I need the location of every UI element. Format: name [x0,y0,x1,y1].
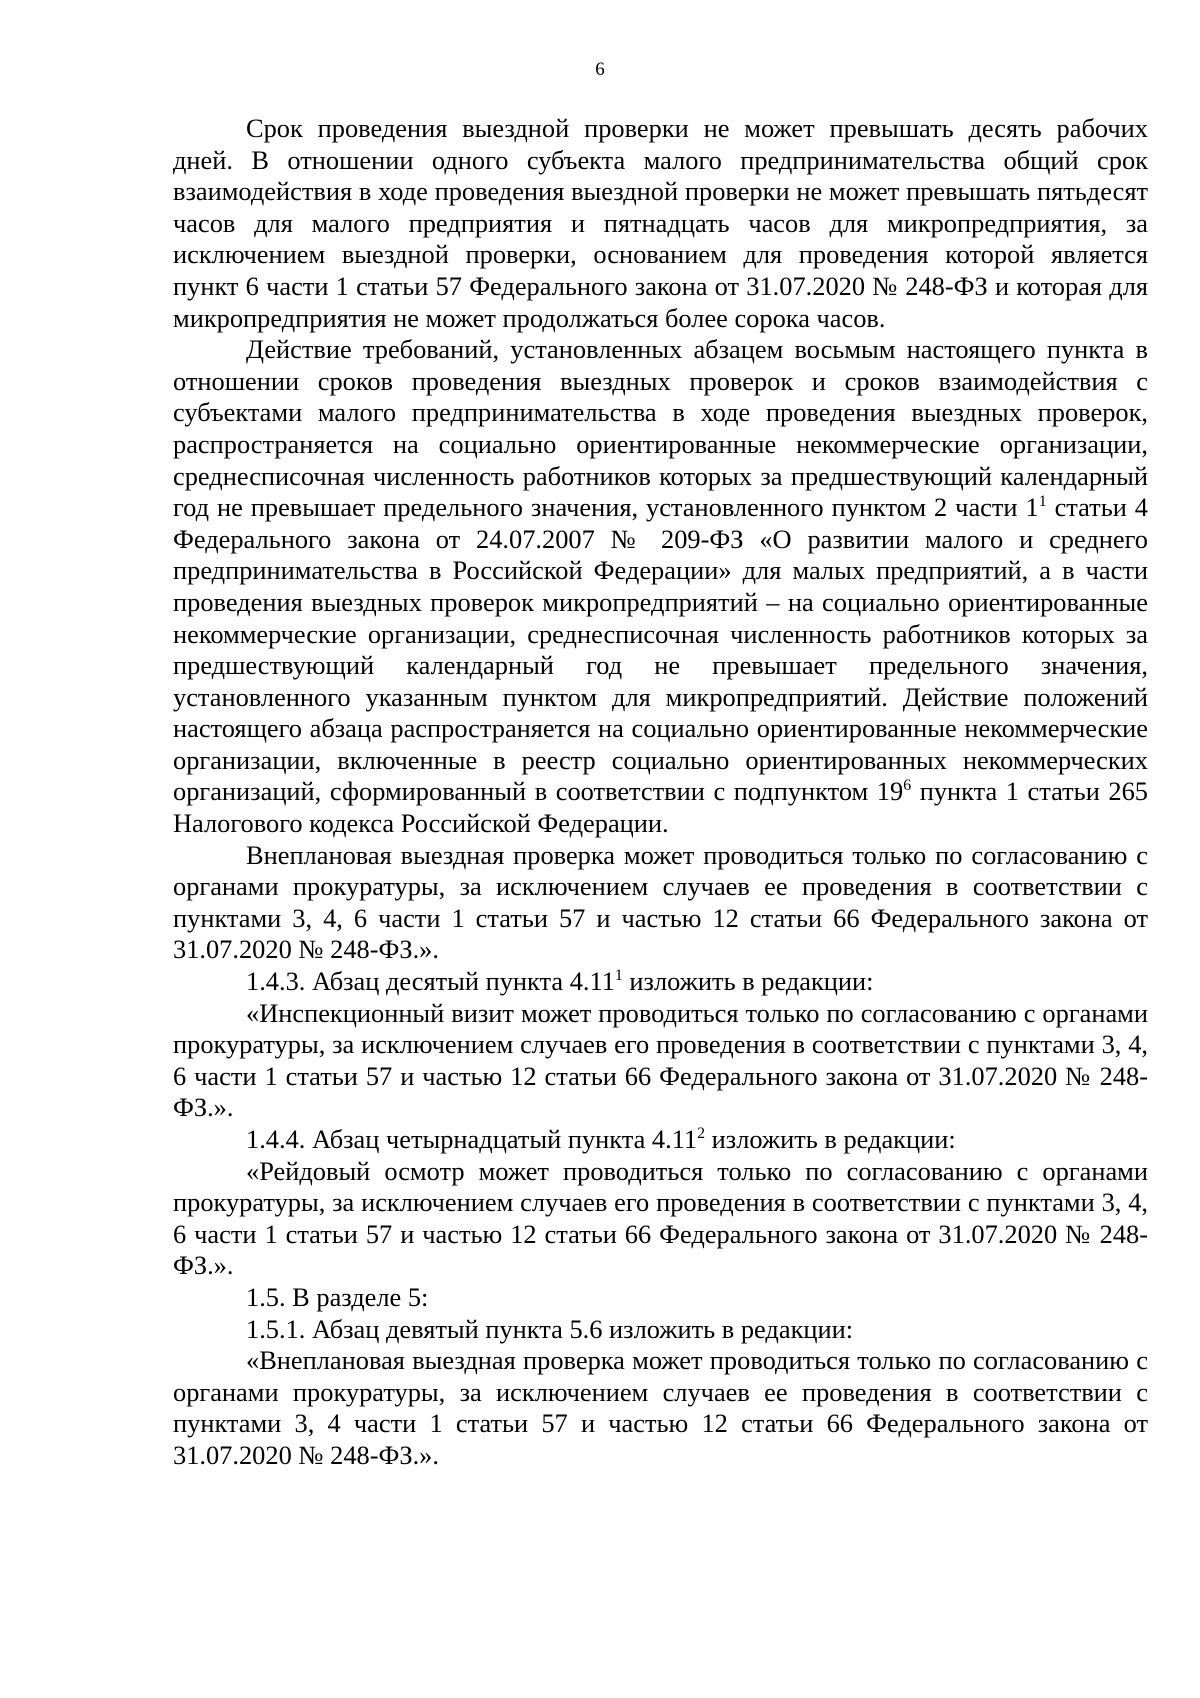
document-body [173,113,1148,1472]
page-number: 6 [595,59,605,80]
paragraph-inspection-term: Срок проведения выездной проверки не может превышать десять рабочих дней. В отношении одного субъекта малого предпринимательства общий срок взаимодействия в ходе проведения выездной проверки не может превышать пятьдесят часов для малого предприятия и пятнадцать часов для микропредприятия, за исключением выездной проверки, основанием для проведения которой является пункт 6 части 1 статьи 57 Федерального закона от 31.07.2020 № 248-ФЗ и которая для микропредприятия не может продолжаться более сорока часов. [173,113,1148,333]
paragraph-text: Действие требований, установленных абзацем восьмым настоящего пункта в отношении сроков проведения выездных проверок и сроков взаимодействия с субъектами малого предпринимательства в ходе проведения выездных проверок, распространяется на социально ориентированные некоммерческие организации, среднесписочная численность работников которых за предшествующий календарный год не превышает предельного значения, установленного пунктом 2 части 1 [173,334,1148,523]
paragraph-text: изложить в редакции: [705,1124,956,1154]
paragraph-nonprofit-requirements [173,334,1148,840]
superscript: 1 [614,967,623,985]
paragraph-unscheduled-inspection: Внеплановая выездная проверка может проводиться только по согласованию с органами прокуратуры, за исключением случаев ее проведения в соответствии с пунктами 3, 4, 6 части 1 статьи 57 и частью 12 статьи 66 Федерального закона от 31.07.2020 № 248-ФЗ.». [173,839,1148,965]
superscript: 1 [1038,493,1047,511]
paragraph-text: изложить в редакции: [622,966,874,997]
paragraph-text: пункта 1 статьи 265 Налогового кодекса Российской Федерации. [173,776,1149,839]
paragraph-inspection-visit: «Инспекционный визит может проводиться только по согласованию с органами прокуратуры, за исключением случаев его проведения в соответствии с пунктами 3, 4, 6 части 1 статьи 57 и частью 12 статьи 66 Федерального закона от 31.07.2020 № 248-ФЗ.». [173,997,1148,1123]
paragraph-unscheduled-inspection-5-6: «Внеплановая выездная проверка может проводиться только по согласованию с органами прокуратуры, за исключением случаев ее проведения в соответствии с пунктами 3, 4 части 1 статьи 57 и частью 12 статьи 66 Федерального закона от 31.07.2020 № 248-ФЗ.». [173,1345,1148,1470]
superscript: 2 [697,1125,706,1143]
superscript: 6 [903,777,912,795]
paragraph-text: статьи 4 Федерального закона от 24.07.2007 № 209-ФЗ «О развитии малого и среднего предпринимательства в Российской Федерации» для малых предприятий, а в части проведения выездных проверок микропредприятий – на социально ориентированные некоммерческие организации, среднесписочная численность работников которых за предшествующий календарный год не превышает предельного значения, установленного указанным пунктом для микропредприятий. Действие положений настоящего абзаца распространяется на социально ориентированные некоммерческие организации, включенные в реестр социально ориентированных некоммерческих организаций, сформированный в соответствии с подпунктом 19 [173,492,1149,807]
paragraph-item-1-5-1: 1.5.1. Абзац девятый пункта 5.6 изложить в редакции: [246,1313,854,1344]
paragraph-text: 1.4.3. Абзац десятый пункта 4.11 [246,966,615,997]
paragraph-item-1-4-3 [173,966,1148,998]
paragraph-item-1-4-4 [173,1124,1148,1156]
paragraph-item-1-5: 1.5. В разделе 5: [246,1281,429,1312]
paragraph-text: 1.4.4. Абзац четырнадцатый пункта 4.11 [246,1124,698,1154]
paragraph-raid-inspection: «Рейдовый осмотр может проводиться только по согласованию с органами прокуратуры, за исключением случаев его проведения в соответствии с пунктами 3, 4, 6 части 1 статьи 57 и частью 12 статьи 66 Федерального закона от 31.07.2020 № 248-ФЗ.». [173,1155,1148,1281]
